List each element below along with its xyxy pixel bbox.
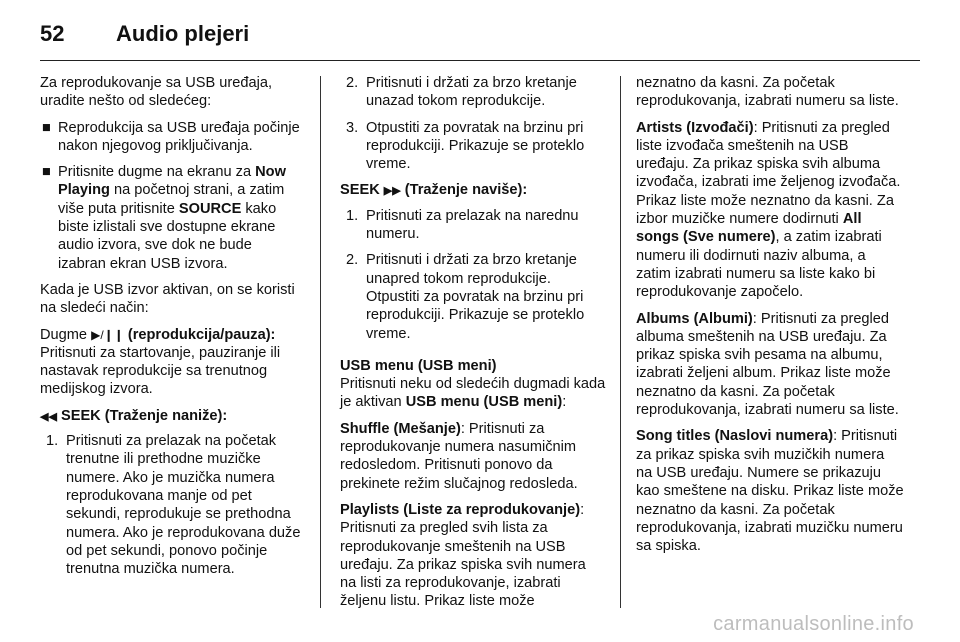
rewind-icon: ◀◀ xyxy=(40,410,57,423)
list-item: 3. Otpustiti za povratak na brzinu pri reprodukciji. Prikazuje se proteklo vreme. xyxy=(346,119,585,173)
fast-forward-icon: ▶▶ xyxy=(383,185,401,198)
play-pause-icon: ▶/❙❙ xyxy=(91,327,124,342)
playlists-paragraph: Playlists (Liste za reprodukovanje): Pritisnuti za pregled svih lista za reprodukovanje smeštenih na USB uređaju. Za prikaz spiska svih numera na listi za reprodukovanje, izabrati željenu listu. Prikaz liste može xyxy=(340,501,586,610)
column-divider xyxy=(620,76,621,608)
paragraph: Kada je USB izvor aktivan, on se koristi na sledeći način: xyxy=(40,281,295,317)
watermark: carmanualsonline.info xyxy=(713,613,914,635)
play-pause-paragraph: Dugme ▶/❙❙ (reprodukcija/pauza): xyxy=(40,326,276,343)
list-item: 1. Pritisnuti za prelazak na narednu numeru. xyxy=(346,207,579,243)
page-header xyxy=(40,14,249,54)
bullet-icon: ■ xyxy=(42,119,51,136)
header-divider xyxy=(40,60,920,61)
page-title: Audio plejeri xyxy=(116,21,250,46)
seek-forward-heading: SEEK ▶▶ (Traženje naviše): xyxy=(340,182,528,199)
intro-paragraph: Za reprodukovanje sa USB uređaja, uradite nešto od sledećeg: xyxy=(40,75,273,110)
column-2 xyxy=(340,74,606,619)
paragraph: neznatno da kasni. Za početak reprodukovanja, izabrati numeru sa liste. xyxy=(636,75,899,110)
list-item: ■ Reprodukcija sa USB uređaja počinje nakon njegovog priključivanja. xyxy=(42,119,300,154)
list-item: 2. Pritisnuti i držati za brzo kretanje unapred tokom reprodukcije. Otpustiti za povratak na brzinu pri reprodukciji. Prikazuje se proteklo vreme. xyxy=(346,252,585,342)
paragraph: Pritisnuti za startovanje, pauziranje ili nastavak reprodukcije sa trenutnog medijskog izvora. xyxy=(40,344,281,398)
column-1 xyxy=(40,74,302,586)
paragraph: Pritisnuti neku od sledećih dugmadi kada je aktivan USB menu (USB meni): xyxy=(340,376,606,411)
bullet-icon: ■ xyxy=(42,164,51,181)
column-3 xyxy=(636,74,904,563)
page-number: 52 xyxy=(40,21,65,46)
albums-paragraph: Albums (Albumi): Pritisnuti za pregled albuma smeštenih na USB uređaju. Za prikaz spiska svih pesama na albumu, izabrati željeni album. Prikaz liste može neznatno da kasni. Za početak reprodukovanja, izabrati numeru sa liste. xyxy=(636,310,899,419)
list-item: 1. Pritisnuti za prelazak na početak trenutne ili prethodne muzičke numere. Ako je muzička numera reprodukovana manje od pet sekundi, reprodukuje se prethodna numera. Ako je reprodukovana duže od pet sekundi, ponovo počinje trenutna muzička numera. xyxy=(46,433,301,578)
shuffle-paragraph: Shuffle (Mešanje): Pritisnuti za reprodukovanje numera nasumičnim redosledom. Pritisnuti ponovo da prekinete režim slučajnog redosleda. xyxy=(340,420,578,492)
column-divider xyxy=(320,76,321,608)
usb-menu-heading: USB menu (USB meni) xyxy=(340,357,497,374)
song-titles-paragraph: Song titles (Naslovi numera): Pritisnuti za prikaz spiska svih muzičkih numera na USB uređaju. Numere se prikazuju kao smeštene na disku. Prikaz liste može neznatno da kasni. Za početak reprodukovanja, izabrati muzičku numeru sa spiska. xyxy=(636,428,904,555)
list-item: 2. Pritisnuti i držati za brzo kretanje unazad tokom reprodukcije. xyxy=(346,75,577,110)
seek-back-heading: ◀◀ SEEK (Traženje naniže): xyxy=(40,407,228,424)
artists-paragraph: Artists (Izvođači): Pritisnuti za pregled liste izvođača smeštenih na USB uređaju. Za prikaz spiska svih albuma izvođača, izabrati ime željenog izvođača. Prikaz liste može neznatno da kasni. Za izbor muzičke numere dodirnuti All songs (Sve numere), a zatim izabrati numeru ili dodirnuti naziv albuma, a zatim izabrati numeru sa liste kako bi reprodukovanje započelo. xyxy=(636,119,901,301)
list-item: ■ Pritisnite dugme na ekranu za Now Playing na početnoj strani, a zatim više puta pritisnite SOURCE kako biste izlistali sve dostupne ekrane audio izvora, sve dok ne bude izabran ekran USB izvora. xyxy=(42,164,286,272)
